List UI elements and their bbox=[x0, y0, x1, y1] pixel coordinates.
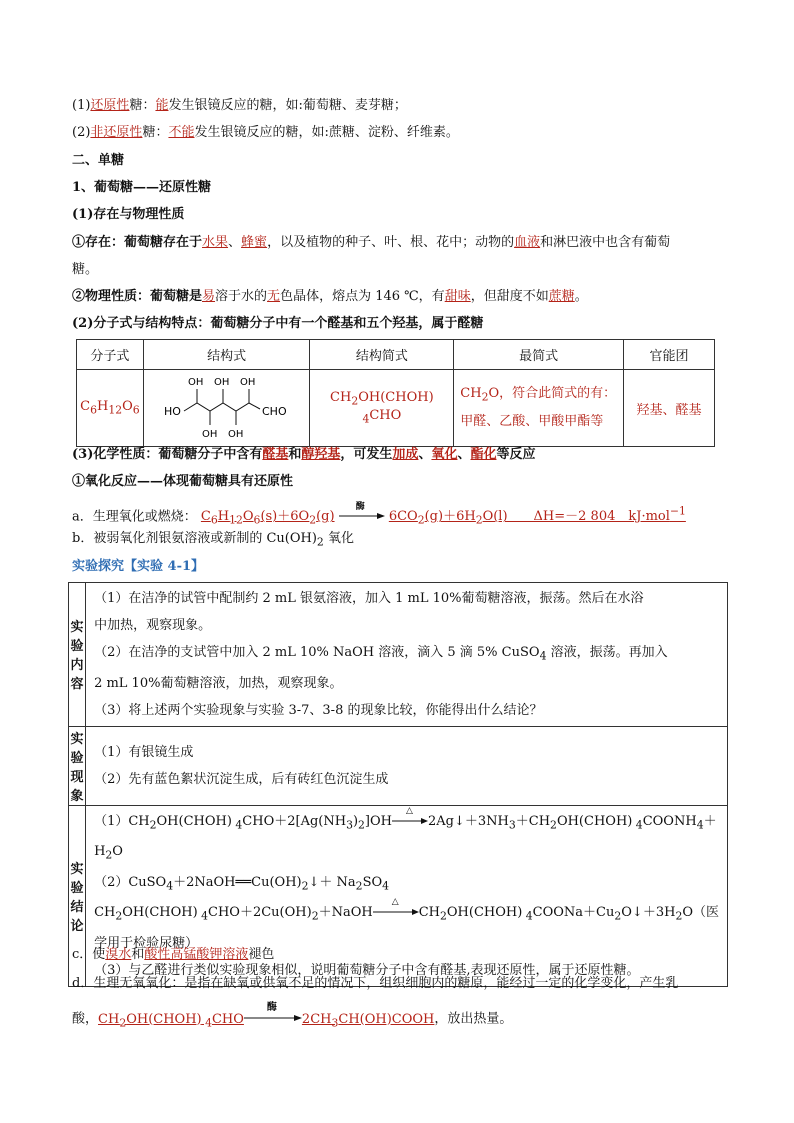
table-row bbox=[69, 583, 728, 727]
experiment-phenomenon: （1）有银镜生成 （2）先有蓝色絮状沉淀生成，后有砖红色沉淀生成 bbox=[86, 726, 728, 805]
subsection-existence: (1)存在与物理性质 bbox=[72, 207, 185, 222]
experiment-title: 实验探究【实验 4-1】 bbox=[72, 559, 205, 574]
table-header-row bbox=[77, 340, 715, 370]
line-d-cont: 酸，$CH_2OH(CHOH)$ $_4$CHO 酶 $2CH_3CH(OH)COOH$，放出热量。 bbox=[72, 1002, 513, 1030]
formula-heading: (2)分子式与结构特点：葡萄糖分子中有一个醛基和五个羟基，属于醛糖 bbox=[72, 316, 484, 331]
molecular-formula: $C_6H_{12}O_6$ bbox=[77, 370, 144, 447]
enzyme-arrow-d: 酶 bbox=[244, 1010, 302, 1028]
experiment-conclusion: $(1)CH_2OH(CHOH)$ $_4CHO+2[Ag(NH_3)_2]OH$ △ $2Ag↓+3NH_3+CH_2OH(CHOH)$ $_4COONH_4+$ $H_2O$ $(2)CuSO_4+2NaOH══Cu(OH)_2↓+ Na_2SO_4$ $CH_2OH(CHOH)$ $_4CHO+2Cu(OH)_2+NaOH$ △ $CH_2OH(CHOH)$ $_4COONa+Cu_2O↓+3H_2O$（医 学用于检验尿糖） （3）与乙醛进行类似实验现象相似，说明葡萄糖分子中含有醛基,表现还原性，属于还原性糖。 bbox=[86, 805, 728, 986]
header-groups: 官能团 bbox=[623, 340, 714, 370]
header-molecular: 分子式 bbox=[77, 340, 144, 370]
structural-formula bbox=[143, 370, 310, 447]
existence-line-cont: 糖。 bbox=[72, 262, 99, 277]
equation-b-line: b．被弱氧化剂银氨溶液或新制的 $Cu(OH)_2$ 氧化 bbox=[72, 531, 354, 549]
functional-groups: 羟基、醛基 bbox=[623, 370, 714, 447]
section-title: 二、单糖 bbox=[72, 153, 125, 168]
formula-table bbox=[76, 339, 715, 447]
struct-oh-2: OH bbox=[239, 377, 256, 388]
intro-line-1: (1)还原性糖：能发生银镜反应的糖，如:葡萄糖、麦芽糖； bbox=[72, 98, 407, 113]
experiment-content: （1）在洁净的试管中配制约 2 mL 银氨溶液，加入 1 mL 10%葡萄糖溶液，振荡。然后在水浴 中加热，观察现象。 （2）在洁净的支试管中加入 2 mL 10% NaOH 溶液，滴入 5 滴 5% CuSO$_4$ 溶液，振荡。再加入 2 mL 10%葡萄糖溶液，加热，观察现象。 （3）将上述两个实验现象与实验 3-7、3-8 的现象比较，你能得出什么结论？ bbox=[86, 583, 728, 727]
line-d: d．生理无氧氧化：是指在缺氧或供氧不足的情况下，组织细胞内的糖原，能经过一定的化学变化，产生乳 bbox=[72, 976, 679, 991]
table-row bbox=[69, 726, 728, 805]
phenomenon-label: 实验现象 bbox=[69, 726, 86, 805]
content-label: 实验内容 bbox=[69, 583, 86, 727]
table-row bbox=[77, 370, 715, 447]
struct-oh-4: OH bbox=[201, 429, 218, 440]
struct-ho-label: HO bbox=[163, 405, 181, 418]
struct-oh-3: OH bbox=[187, 377, 204, 388]
intro-line-2: (2)非还原性糖：不能发生银镜反应的糖，如:蔗糖、淀粉、纤维素。 bbox=[72, 125, 459, 140]
struct-oh-1: OH bbox=[213, 377, 230, 388]
header-structural: 结构式 bbox=[143, 340, 310, 370]
equation-d-left: $CH_2OH(CHOH)$ $_4$CHO bbox=[98, 1011, 244, 1030]
line-c: c．使溴水和酸性高锰酸钾溶液褪色 bbox=[72, 947, 275, 962]
existence-line: ①存在：葡萄糖存在于水果、蜂蜜，以及植物的种子、叶、根、花中；动物的血液和淋巴液中也含有葡萄 bbox=[72, 235, 671, 250]
equation-a-left: $C_6H_{12}O_6(s)+6O_2(g)$ bbox=[200, 509, 335, 527]
subsection-glucose: 1、葡萄糖——还原性糖 bbox=[72, 180, 212, 195]
equation-d-right: $2CH_3CH(OH)COOH$ bbox=[301, 1011, 435, 1030]
conclusion-label: 实验结论 bbox=[69, 805, 86, 986]
header-simplest: 最简式 bbox=[454, 340, 624, 370]
enzyme-arrow: 酶 bbox=[339, 508, 385, 526]
equation-a-right: $6CO_2(g)+6H_2O(l)$ ΔH=－2 804 kJ·mol$^{-1}$ bbox=[388, 505, 686, 527]
experiment-table bbox=[68, 582, 728, 987]
physical-line: ②物理性质：葡萄糖是易溶于水的无色晶体，熔点为 146 ℃，有甜味，但甜度不如蔗糖。 bbox=[72, 289, 588, 304]
simplest-formula: $CH_2O$，符合此简式的有： 甲醛、乙酸、甲酸甲酯等 bbox=[454, 370, 624, 447]
struct-oh-5: OH bbox=[227, 429, 244, 440]
equation-a: a．生理氧化或燃烧： $C_6H_{12}O_6(s)+6O_2(g)$ 酶 $6CO_2(g)+6H_2O(l)$ ΔH=－2 804 kJ·mol$^{-1}$ bbox=[72, 501, 686, 527]
condensed-formula: $CH_2OH(CHOH)$ $_4$CHO bbox=[310, 370, 454, 447]
header-condensed: 结构简式 bbox=[310, 340, 454, 370]
oxidation-title: ①氧化反应——体现葡萄糖具有还原性 bbox=[72, 474, 294, 489]
struct-cho-label: CHO bbox=[261, 405, 287, 418]
chem-properties-line: (3)化学性质：葡萄糖分子中含有醛基和醇羟基，可发生加成、氧化、酯化等反应 bbox=[72, 447, 536, 462]
glucose-structure-diagram bbox=[152, 371, 302, 441]
